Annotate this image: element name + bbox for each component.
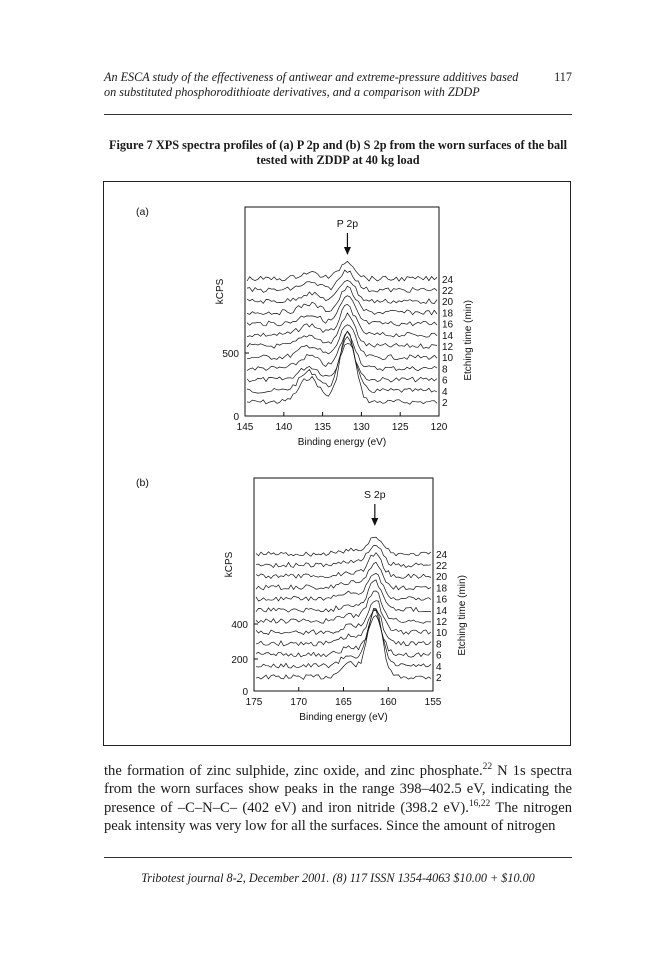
x-tick-label: 145 xyxy=(236,422,254,433)
x-axis-label: Binding energy (eV) xyxy=(297,437,387,448)
spectrum-trace xyxy=(247,332,437,371)
x-tick-label: 165 xyxy=(335,697,352,708)
header-rule xyxy=(104,114,572,115)
etching-time-label: 2 xyxy=(442,398,448,409)
peak-label: P 2p xyxy=(336,218,359,230)
figure-box xyxy=(103,181,571,746)
figure-caption: Figure 7 XPS spectra profiles of (a) P 2p and (b) S 2p from the worn surfaces of the ball tested with ZDDP at 40 kg load xyxy=(108,138,568,167)
etching-time-label: 18 xyxy=(442,308,454,320)
etching-time-label: 18 xyxy=(436,583,448,595)
spectrum-trace xyxy=(247,270,437,292)
x-tick-label: 170 xyxy=(290,697,308,708)
x-tick-label: 175 xyxy=(245,697,263,708)
body-text-3: The nitrogen peak intensity was very low for all the surfaces. Since the amount of nitrogen xyxy=(104,799,572,835)
etching-time-label: 6 xyxy=(442,375,448,387)
etching-time-label: 14 xyxy=(436,605,448,617)
etching-time-label: 22 xyxy=(436,561,448,572)
spectrum-trace xyxy=(256,580,431,612)
x-tick-label: 140 xyxy=(275,422,293,433)
running-header xyxy=(104,70,572,100)
x-tick-label: 155 xyxy=(424,697,442,708)
y-tick-label: 400 xyxy=(231,620,248,631)
footer-rule xyxy=(104,857,572,858)
y-tick-label: 0 xyxy=(242,687,248,698)
panel-label: (a) xyxy=(136,206,149,218)
etching-time-label: 4 xyxy=(436,661,442,673)
y-tick-label: 500 xyxy=(222,349,239,360)
x-axis-label: Binding energy (eV) xyxy=(299,712,388,723)
etching-time-label: 10 xyxy=(442,353,454,365)
spectrum-trace xyxy=(256,610,431,645)
spectrum-trace xyxy=(247,261,437,281)
etching-time-label: 2 xyxy=(436,673,442,684)
etching-time-label: 24 xyxy=(436,549,448,561)
body-text-1: the formation of zinc sulphide, zinc oxide, and zinc phosphate. xyxy=(104,763,483,779)
x-tick-label: 160 xyxy=(379,697,397,708)
right-axis-label: Etching time (min) xyxy=(457,575,468,656)
spectrum-trace xyxy=(247,304,437,337)
x-tick-label: 125 xyxy=(391,422,409,433)
x-tick-label: 120 xyxy=(430,422,448,433)
etching-time-label: 20 xyxy=(442,297,454,309)
etching-time-label: 8 xyxy=(442,364,448,376)
page-footer: Tribotest journal 8-2, December 2001. (8) 117 ISSN 1354-4063 $10.00 + $10.00 xyxy=(141,871,535,885)
y-axis-label: kCPS xyxy=(224,551,235,578)
etching-time-label: 14 xyxy=(442,330,454,342)
etching-time-label: 12 xyxy=(442,342,454,353)
citation-ref-2: 16,22 xyxy=(468,798,491,809)
y-tick-label: 0 xyxy=(233,412,239,423)
etching-time-label: 22 xyxy=(442,286,454,297)
etching-time-label: 4 xyxy=(442,386,448,398)
y-axis-label: kCPS xyxy=(215,278,226,305)
running-title: An ESCA study of the effectiveness of antiwear and extreme-pressure additives based on substituted phosphorodithioate derivatives, and a comparison with ZDDP xyxy=(104,70,519,99)
peak-label: S 2p xyxy=(364,489,386,501)
etching-time-label: 10 xyxy=(436,628,448,640)
spectrum-trace xyxy=(256,537,431,556)
x-tick-label: 130 xyxy=(353,422,370,433)
spectrum-trace xyxy=(256,591,431,623)
citation-ref-1: 22 xyxy=(482,762,493,773)
etching-time-label: 24 xyxy=(442,274,454,286)
etching-time-label: 16 xyxy=(442,319,454,331)
y-tick-label: 200 xyxy=(231,655,248,666)
etching-time-label: 20 xyxy=(436,572,448,584)
body-text-2: N 1s spectra from the worn surfaces show peaks in the range 398–402.5 eV, indicating the presence of –C–N–C– (402 eV) and iron nitride (398.2 eV). xyxy=(104,763,572,816)
x-tick-label: 135 xyxy=(314,422,331,433)
panel-label: (b) xyxy=(136,477,149,489)
etching-time-label: 12 xyxy=(436,617,448,628)
etching-time-label: 16 xyxy=(436,594,448,606)
figure-svg xyxy=(104,182,570,745)
spectrum-trace xyxy=(256,616,431,658)
spectrum-trace xyxy=(256,545,431,567)
body-paragraph xyxy=(104,762,572,836)
right-axis-label: Etching time (min) xyxy=(463,300,474,381)
page-number: 117 xyxy=(554,70,572,84)
etching-time-label: 6 xyxy=(436,650,442,662)
peak-arrow-head xyxy=(371,518,378,526)
peak-arrow-head xyxy=(344,247,351,255)
etching-time-label: 8 xyxy=(436,639,442,651)
